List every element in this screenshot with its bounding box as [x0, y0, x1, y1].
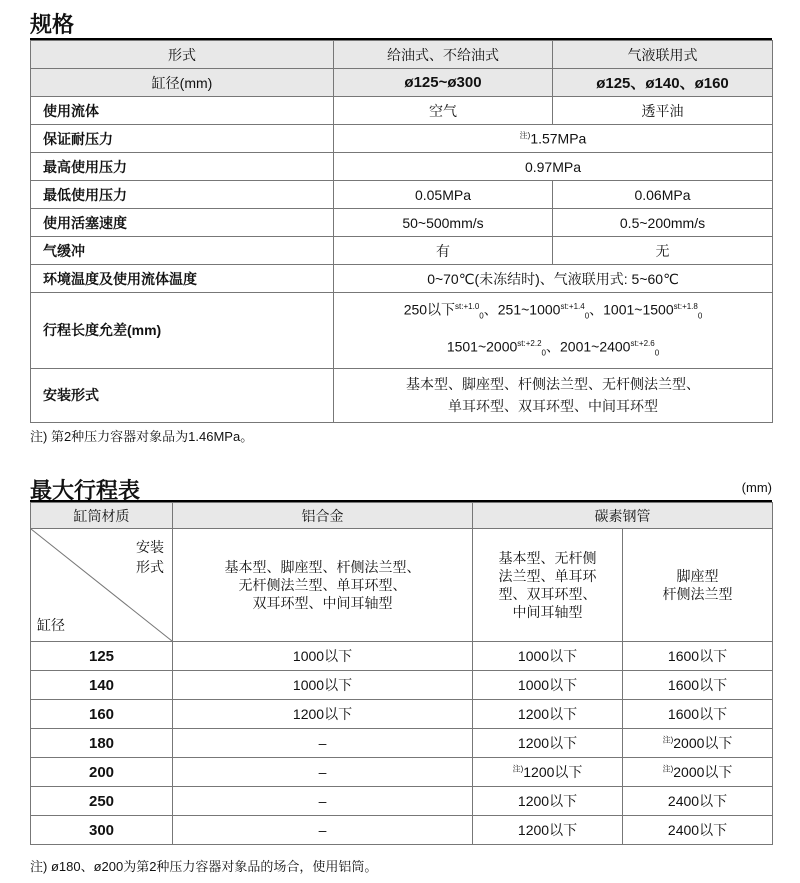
bore-cell: 160 — [31, 700, 173, 729]
spec-row-label: 气缓冲 — [31, 237, 334, 265]
steel-a-cell — [473, 729, 623, 758]
spec-row-label: 环境温度及使用流体温度 — [31, 265, 334, 293]
note-mark: 注) — [662, 735, 674, 745]
diag-mount-label — [136, 537, 164, 577]
steel-a-line: 中间耳轴型 — [512, 604, 583, 620]
steel-a-cell — [473, 758, 623, 787]
steel-b-cell — [623, 700, 773, 729]
steel-b-cell — [623, 787, 773, 816]
bore-cell: 180 — [31, 729, 173, 758]
steel-a-cell — [473, 671, 623, 700]
al-type-line: 双耳环型、中间耳轴型 — [252, 595, 393, 611]
tol-range: 1001~1500 — [603, 301, 674, 318]
steel-b-cell — [623, 816, 773, 845]
bore-cell: 200 — [31, 758, 173, 787]
tolerance-line-2 — [338, 330, 768, 367]
spec-row-value: 0.97MPa — [334, 153, 773, 181]
al-cell: 1000以下 — [173, 642, 473, 671]
spec-bore-v2: ø125、ø140、ø160 — [553, 69, 773, 97]
steel-b-cell — [623, 642, 773, 671]
stroke-title: 最大行程表 — [30, 478, 141, 503]
spec-row-value: 透平油 — [553, 97, 773, 125]
mount-line-2: 单耳环型、双耳环型、中间耳环型 — [448, 398, 658, 415]
spec-header-type: 形式 — [31, 41, 334, 69]
tol-range: 251~1000 — [497, 301, 561, 318]
stroke-header-material: 缸筒材质 — [31, 503, 173, 529]
spec-row-value: 有 — [334, 237, 553, 265]
steel-a-cell — [473, 787, 623, 816]
spec-row-value: 0~70℃(未冻结时)、气液联用式: 5~60℃ — [334, 265, 773, 293]
spec-row-speed — [31, 209, 773, 237]
al-cell: – — [173, 758, 473, 787]
mount-values — [334, 368, 773, 422]
stroke-row — [31, 671, 773, 700]
spec-row-label: 保证耐压力 — [31, 125, 334, 153]
tol-up: +2.6 — [638, 339, 655, 349]
bore-cell: 125 — [31, 642, 173, 671]
spec-row-value: 无 — [553, 237, 773, 265]
steel-a-value: 1000以下 — [517, 648, 578, 664]
tol-low: 0 — [479, 311, 484, 321]
steel-a-value: 1200以下 — [517, 706, 578, 722]
diagonal-header-cell — [31, 529, 173, 642]
spec-row-label: 最高使用压力 — [31, 153, 334, 181]
note-mark: 注) — [662, 764, 674, 774]
spec-header-hydro: 气液联用式 — [553, 41, 773, 69]
spec-row-fluid — [31, 97, 773, 125]
tolerance-line-1 — [338, 293, 768, 330]
spec-row-label: 使用流体 — [31, 97, 334, 125]
spec-row-value: 0.06MPa — [553, 181, 773, 209]
tol-range: 2001~2400 — [560, 339, 631, 356]
spec-row-value: 0.05MPa — [334, 181, 553, 209]
al-type-line: 基本型、脚座型、杆侧法兰型、 — [224, 559, 421, 575]
spec-row-label: 最低使用压力 — [31, 181, 334, 209]
spec-row-proof — [31, 125, 773, 153]
spec-row-cushion — [31, 237, 773, 265]
stroke-header-row — [31, 503, 773, 529]
al-cell: – — [173, 816, 473, 845]
steel-b-value: 2400以下 — [667, 793, 728, 809]
steel-types-b — [623, 529, 773, 642]
steel-b-cell — [623, 758, 773, 787]
steel-types-a — [473, 529, 623, 642]
stroke-row — [31, 700, 773, 729]
spec-header-row — [31, 41, 773, 69]
steel-a-line: 型、双耳环型、 — [498, 586, 597, 602]
al-cell: – — [173, 729, 473, 758]
spec-row-min — [31, 181, 773, 209]
tolerance-values — [334, 293, 773, 369]
spec-row-temp — [31, 265, 773, 293]
tol-up: +1.4 — [568, 302, 585, 311]
steel-a-value: 1000以下 — [517, 677, 578, 693]
tol-up: +1.0 — [463, 302, 480, 311]
bore-cell: 250 — [31, 787, 173, 816]
note-mark: 注) — [512, 764, 524, 774]
al-cell: 1000以下 — [173, 671, 473, 700]
al-cell: 1200以下 — [173, 700, 473, 729]
steel-b-value: 1600以下 — [667, 677, 728, 693]
stroke-footnote: 注) ø180、ø200为第2种压力容器对象品的场合，使用铝筒。 — [30, 859, 378, 874]
steel-a-line: 法兰型、单耳环 — [498, 568, 597, 584]
steel-b-value: 1600以下 — [667, 648, 728, 664]
spec-row-tolerance — [31, 293, 773, 369]
spec-row-value: 空气 — [334, 97, 553, 125]
steel-b-line: 杆侧法兰型 — [662, 586, 733, 602]
stroke-row — [31, 642, 773, 671]
tol-low: 0 — [697, 311, 703, 321]
spec-row-max — [31, 153, 773, 181]
stroke-row — [31, 729, 773, 758]
tol-low: 0 — [584, 311, 590, 321]
tol-up: +1.8 — [682, 302, 698, 311]
steel-a-cell — [473, 700, 623, 729]
spec-row-value: 50~500mm/s — [334, 209, 553, 237]
stroke-row — [31, 787, 773, 816]
tol-range: 250以下 — [403, 301, 456, 318]
spec-row-value: 0.5~200mm/s — [553, 209, 773, 237]
spec-row-label: 行程长度允差(mm) — [31, 293, 334, 369]
steel-a-value: 1200以下 — [517, 822, 578, 838]
tol-sep: 、 — [546, 339, 560, 356]
bore-cell: 140 — [31, 671, 173, 700]
bore-cell: 300 — [31, 816, 173, 845]
steel-b-value: 2000以下 — [673, 764, 733, 780]
spec-header-oil: 给油式、不给油式 — [334, 41, 553, 69]
stroke-header-al: 铝合金 — [173, 503, 473, 529]
al-cell: – — [173, 787, 473, 816]
spec-bore-row — [31, 69, 773, 97]
steel-b-line: 脚座型 — [676, 568, 719, 584]
al-type-line: 无杆侧法兰型、单耳环型、 — [238, 577, 407, 593]
stroke-table — [30, 502, 773, 845]
spec-bore-label: 缸径(mm) — [31, 69, 334, 97]
steel-a-cell — [473, 816, 623, 845]
diag-bore-label: 缸径 — [37, 617, 65, 633]
spec-proof-value: 1.57MPa — [530, 130, 587, 147]
stroke-header-steel: 碳素钢管 — [473, 503, 773, 529]
note-mark: 注) — [519, 131, 531, 141]
tol-st: st: — [560, 302, 569, 311]
diag-top-2: 形式 — [136, 559, 164, 575]
steel-b-value: 2000以下 — [673, 735, 733, 751]
steel-b-value: 2400以下 — [667, 822, 728, 838]
mount-line-1: 基本型、脚座型、杆侧法兰型、无杆侧法兰型、 — [406, 376, 700, 393]
tol-low: 0 — [654, 348, 660, 358]
spec-row-mount — [31, 368, 773, 422]
diag-top-1: 安装 — [136, 539, 164, 555]
steel-a-value: 1200以下 — [523, 764, 583, 780]
stroke-row — [31, 758, 773, 787]
spec-row-label: 使用活塞速度 — [31, 209, 334, 237]
tol-sep: 、 — [483, 301, 498, 318]
tol-st: st: — [673, 302, 683, 311]
steel-b-value: 1600以下 — [667, 706, 728, 722]
tol-st: st: — [630, 339, 639, 349]
spec-bore-v1: ø125~ø300 — [334, 69, 553, 97]
spec-row-value — [334, 125, 773, 153]
tol-sep: 、 — [589, 301, 604, 318]
al-types — [173, 529, 473, 642]
tol-st: st: — [517, 339, 526, 349]
steel-a-value: 1200以下 — [517, 735, 578, 751]
steel-b-cell — [623, 729, 773, 758]
steel-b-cell — [623, 671, 773, 700]
spec-footnote: 注) 第2种压力容器对象品为1.46MPa。 — [30, 429, 254, 444]
tol-st: st: — [455, 302, 464, 311]
spec-title: 规格 — [30, 12, 75, 37]
stroke-type-row — [31, 529, 773, 642]
stroke-row — [31, 816, 773, 845]
steel-a-line: 基本型、无杆侧 — [498, 550, 597, 566]
spec-table — [30, 40, 773, 423]
tol-range: 1501~2000 — [446, 339, 518, 356]
tol-up: +2.2 — [525, 339, 542, 349]
spec-row-label: 安装形式 — [31, 368, 334, 422]
steel-a-cell — [473, 642, 623, 671]
steel-a-value: 1200以下 — [517, 793, 578, 809]
tol-low: 0 — [541, 348, 546, 358]
stroke-unit: (mm) — [741, 480, 772, 495]
